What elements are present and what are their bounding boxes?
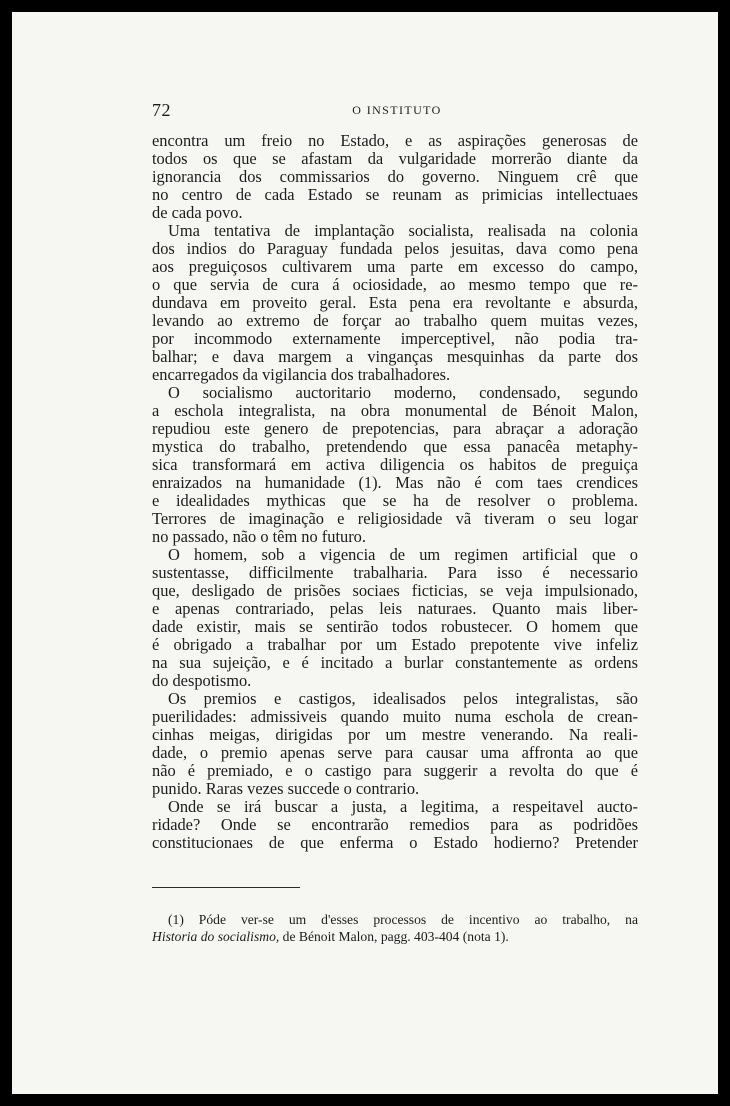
text-line: o que servia de cura á ociosidade, ao mesmo tempo que re- <box>152 276 638 294</box>
text-line: constitucionaes de que enferma o Estado hodierno? Pretender <box>152 834 638 852</box>
text-line: levando ao extremo de forçar ao trabalho quem muitas vezes, <box>152 312 638 330</box>
text-line: por incommodo externamente imperceptivel, não podia tra- <box>152 330 638 348</box>
text-line: aos preguiçosos cultivarem uma parte em excesso do campo, <box>152 258 638 276</box>
text-line: encarregados da vigilancia dos trabalhadores. <box>152 366 451 384</box>
text-line: cinhas meigas, dirigidas por um mestre venerando. Na reali- <box>152 726 638 744</box>
text-line: Os premios e castigos, idealisados pelos integralistas, são <box>168 690 638 708</box>
text-line: dos indios do Paraguay fundada pelos jesuitas, dava como pena <box>152 240 638 258</box>
text-line: de cada povo. <box>152 204 243 222</box>
text-line: dade existir, mais se sentirão todos robustecer. O homem que <box>152 618 638 636</box>
footnote-citation: de Bénoit Malon, pagg. 403-404 (nota 1). <box>279 929 509 944</box>
text-line: punido. Raras vezes succede o contrario. <box>152 780 420 798</box>
text-line: e apenas contrariado, pelas leis naturaes. Quanto mais liber- <box>152 600 638 618</box>
running-title: O INSTITUTO <box>352 103 442 117</box>
text-line: não é premiado, e o castigo para suggerir a revolta do que é <box>152 762 638 780</box>
text-line: sustentasse, difficilmente trabalharia. Para isso é necessario <box>152 564 638 582</box>
paragraph <box>152 690 638 798</box>
text-line: dundava em proveito geral. Esta pena era revoltante e absurda, <box>152 294 638 312</box>
text-line: no passado, não o têm no futuro. <box>152 528 366 546</box>
text-line: O homem, sob a vigencia de um regimen artificial que o <box>168 546 638 564</box>
footnote-line: (1) Póde ver-se um d'esses processos de incentivo ao trabalho, na <box>168 912 638 927</box>
text-line: no centro de cada Estado se reunam as primicias intellectuaes <box>152 186 638 204</box>
text-line: todos os que se afastam da vulgaridade morrerão diante da <box>152 150 638 168</box>
text-line: sica transformará em activa diligencia os habitos de preguiça <box>152 456 638 474</box>
paragraph <box>152 132 638 222</box>
text-line: do despotismo. <box>152 672 252 690</box>
paragraph <box>152 546 638 690</box>
text-line: e idealidades mythicas que se ha de resolver o problema. <box>152 492 638 510</box>
paragraph <box>152 384 638 546</box>
text-line: balhar; e dava margem a vinganças mesquinhas da parte dos <box>152 348 638 366</box>
text-line: Onde se irá buscar a justa, a legitima, a respeitavel aucto- <box>168 798 638 816</box>
text-line: encontra um freio no Estado, e as aspirações generosas de <box>152 132 638 150</box>
footnote-book-title: Historia do socialismo, <box>152 929 280 944</box>
book-page <box>12 12 718 1094</box>
text-line: puerilidades: admissiveis quando muito numa eschola de crean- <box>152 708 638 726</box>
page-number: 72 <box>152 100 171 120</box>
text-line: dade, o premio apenas serve para causar uma affronta ao que <box>152 744 638 762</box>
text-line: que, desligado de prisões sociaes ficticias, se veja impulsionado, <box>152 582 638 600</box>
body-text <box>152 132 638 852</box>
paragraph <box>152 222 638 384</box>
text-line: Terrores de imaginação e religiosidade vã tiveram o seu logar <box>152 510 638 528</box>
footnote <box>152 911 638 945</box>
page-header <box>152 100 642 122</box>
footnote-rule <box>152 887 300 888</box>
text-line: ridade? Onde se encontrarão remedios para as podridões <box>152 816 638 834</box>
footnote-line <box>152 928 638 945</box>
paragraph <box>152 798 638 852</box>
text-line: mystica do trabalho, pretendendo que essa panacêa metaphy- <box>152 438 638 456</box>
text-line: é obrigado a trabalhar por um Estado prepotente vive infeliz <box>152 636 638 654</box>
text-line: a eschola integralista, na obra monumental de Bénoit Malon, <box>152 402 638 420</box>
text-line: O socialismo auctoritario moderno, condensado, segundo <box>168 384 638 402</box>
text-line: ignorancia dos commissarios do governo. Ninguem crê que <box>152 168 638 186</box>
text-line: enraizados na humanidade (1). Mas não é com taes crendices <box>152 474 638 492</box>
text-line: repudiou este genero de prepotencias, para abraçar a adoração <box>152 420 638 438</box>
text-line: Uma tentativa de implantação socialista, realisada na colonia <box>168 222 638 240</box>
text-line: na sua sujeição, e é incitado a burlar constantemente as ordens <box>152 654 638 672</box>
